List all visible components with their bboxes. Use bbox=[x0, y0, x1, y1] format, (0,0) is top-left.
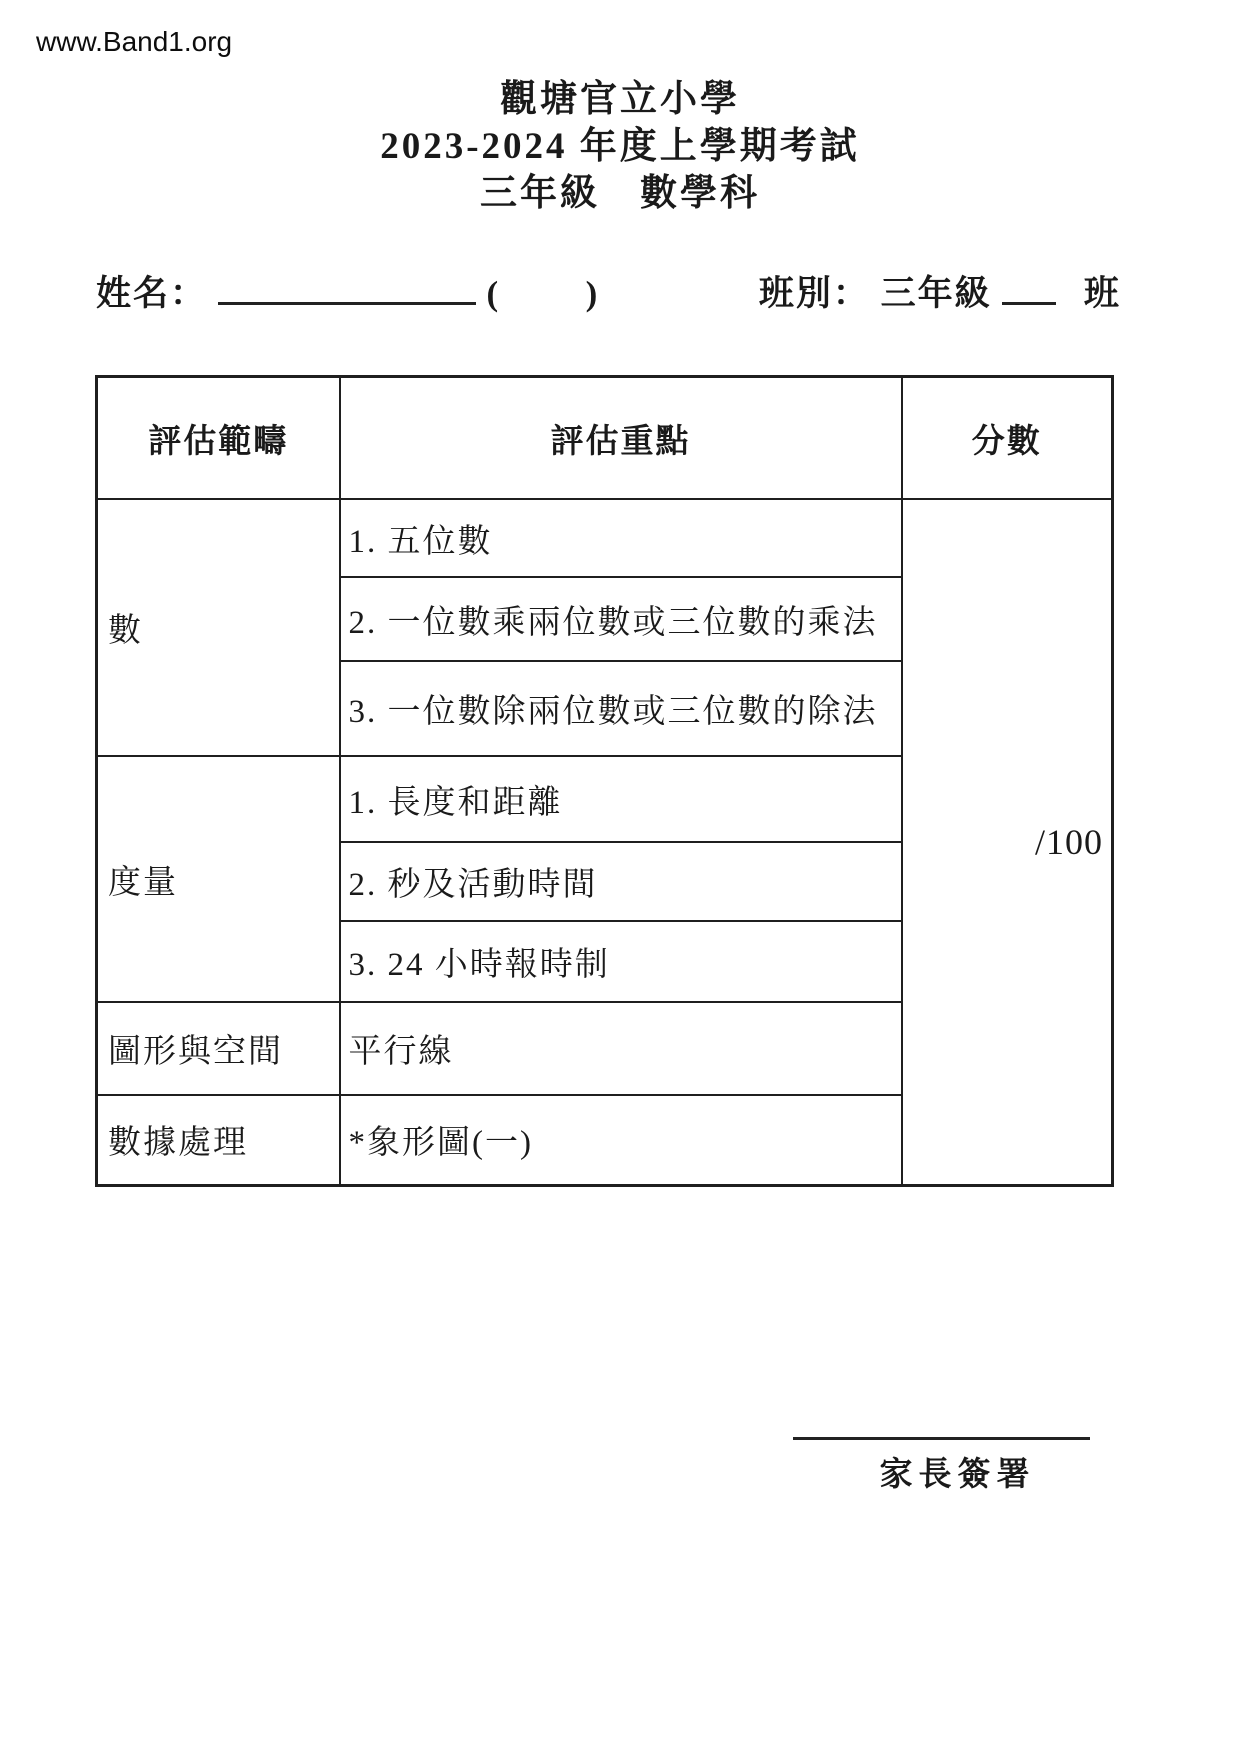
class-number-paren-open: ( bbox=[486, 274, 501, 313]
category-cell-shapes-space: 圖形與空間 bbox=[97, 1002, 340, 1095]
assessment-table bbox=[95, 375, 1114, 1187]
parent-signature-line bbox=[793, 1437, 1090, 1495]
item-cell: 1. 長度和距離 bbox=[340, 756, 902, 842]
document-title-block bbox=[0, 76, 1240, 217]
table-header-row bbox=[97, 377, 1113, 500]
item-cell: 1. 五位數 bbox=[340, 499, 902, 577]
site-watermark: www.Band1.org bbox=[36, 26, 233, 57]
class-suffix: 班 bbox=[1083, 274, 1121, 313]
table-row bbox=[97, 499, 1113, 577]
item-cell: 2. 秒及活動時間 bbox=[340, 842, 902, 921]
item-cell: 3. 24 小時報時制 bbox=[340, 921, 902, 1002]
class-number-paren-close: ) bbox=[585, 274, 600, 313]
school-name: 觀塘官立小學 bbox=[500, 79, 740, 120]
class-prefix: 三年級 bbox=[880, 274, 992, 313]
score-cell: /100 bbox=[902, 499, 1113, 1185]
item-cell: 平行線 bbox=[340, 1002, 902, 1095]
exam-title: 2023-2024 年度上學期考試 bbox=[380, 126, 860, 167]
item-cell: 2. 一位數乘兩位數或三位數的乘法 bbox=[340, 577, 902, 661]
item-cell: *象形圖(一) bbox=[340, 1095, 902, 1185]
student-info-row bbox=[96, 266, 1121, 316]
category-cell-data-handling: 數據處理 bbox=[97, 1095, 340, 1185]
header-focus: 評估重點 bbox=[340, 377, 902, 500]
name-label: 姓名： bbox=[96, 274, 208, 313]
category-cell-measurement: 度量 bbox=[97, 756, 340, 1002]
name-blank-field bbox=[218, 302, 476, 305]
item-cell: 3. 一位數除兩位數或三位數的除法 bbox=[340, 661, 902, 756]
parent-signature-label: 家長簽署 bbox=[879, 1457, 1036, 1493]
class-label: 班別： bbox=[758, 274, 870, 313]
header-score: 分數 bbox=[902, 377, 1113, 500]
header-category: 評估範疇 bbox=[97, 377, 340, 500]
class-blank-field bbox=[1002, 302, 1056, 305]
grade-subject: 三年級 數學科 bbox=[480, 173, 760, 214]
category-cell-number: 數 bbox=[97, 499, 340, 756]
